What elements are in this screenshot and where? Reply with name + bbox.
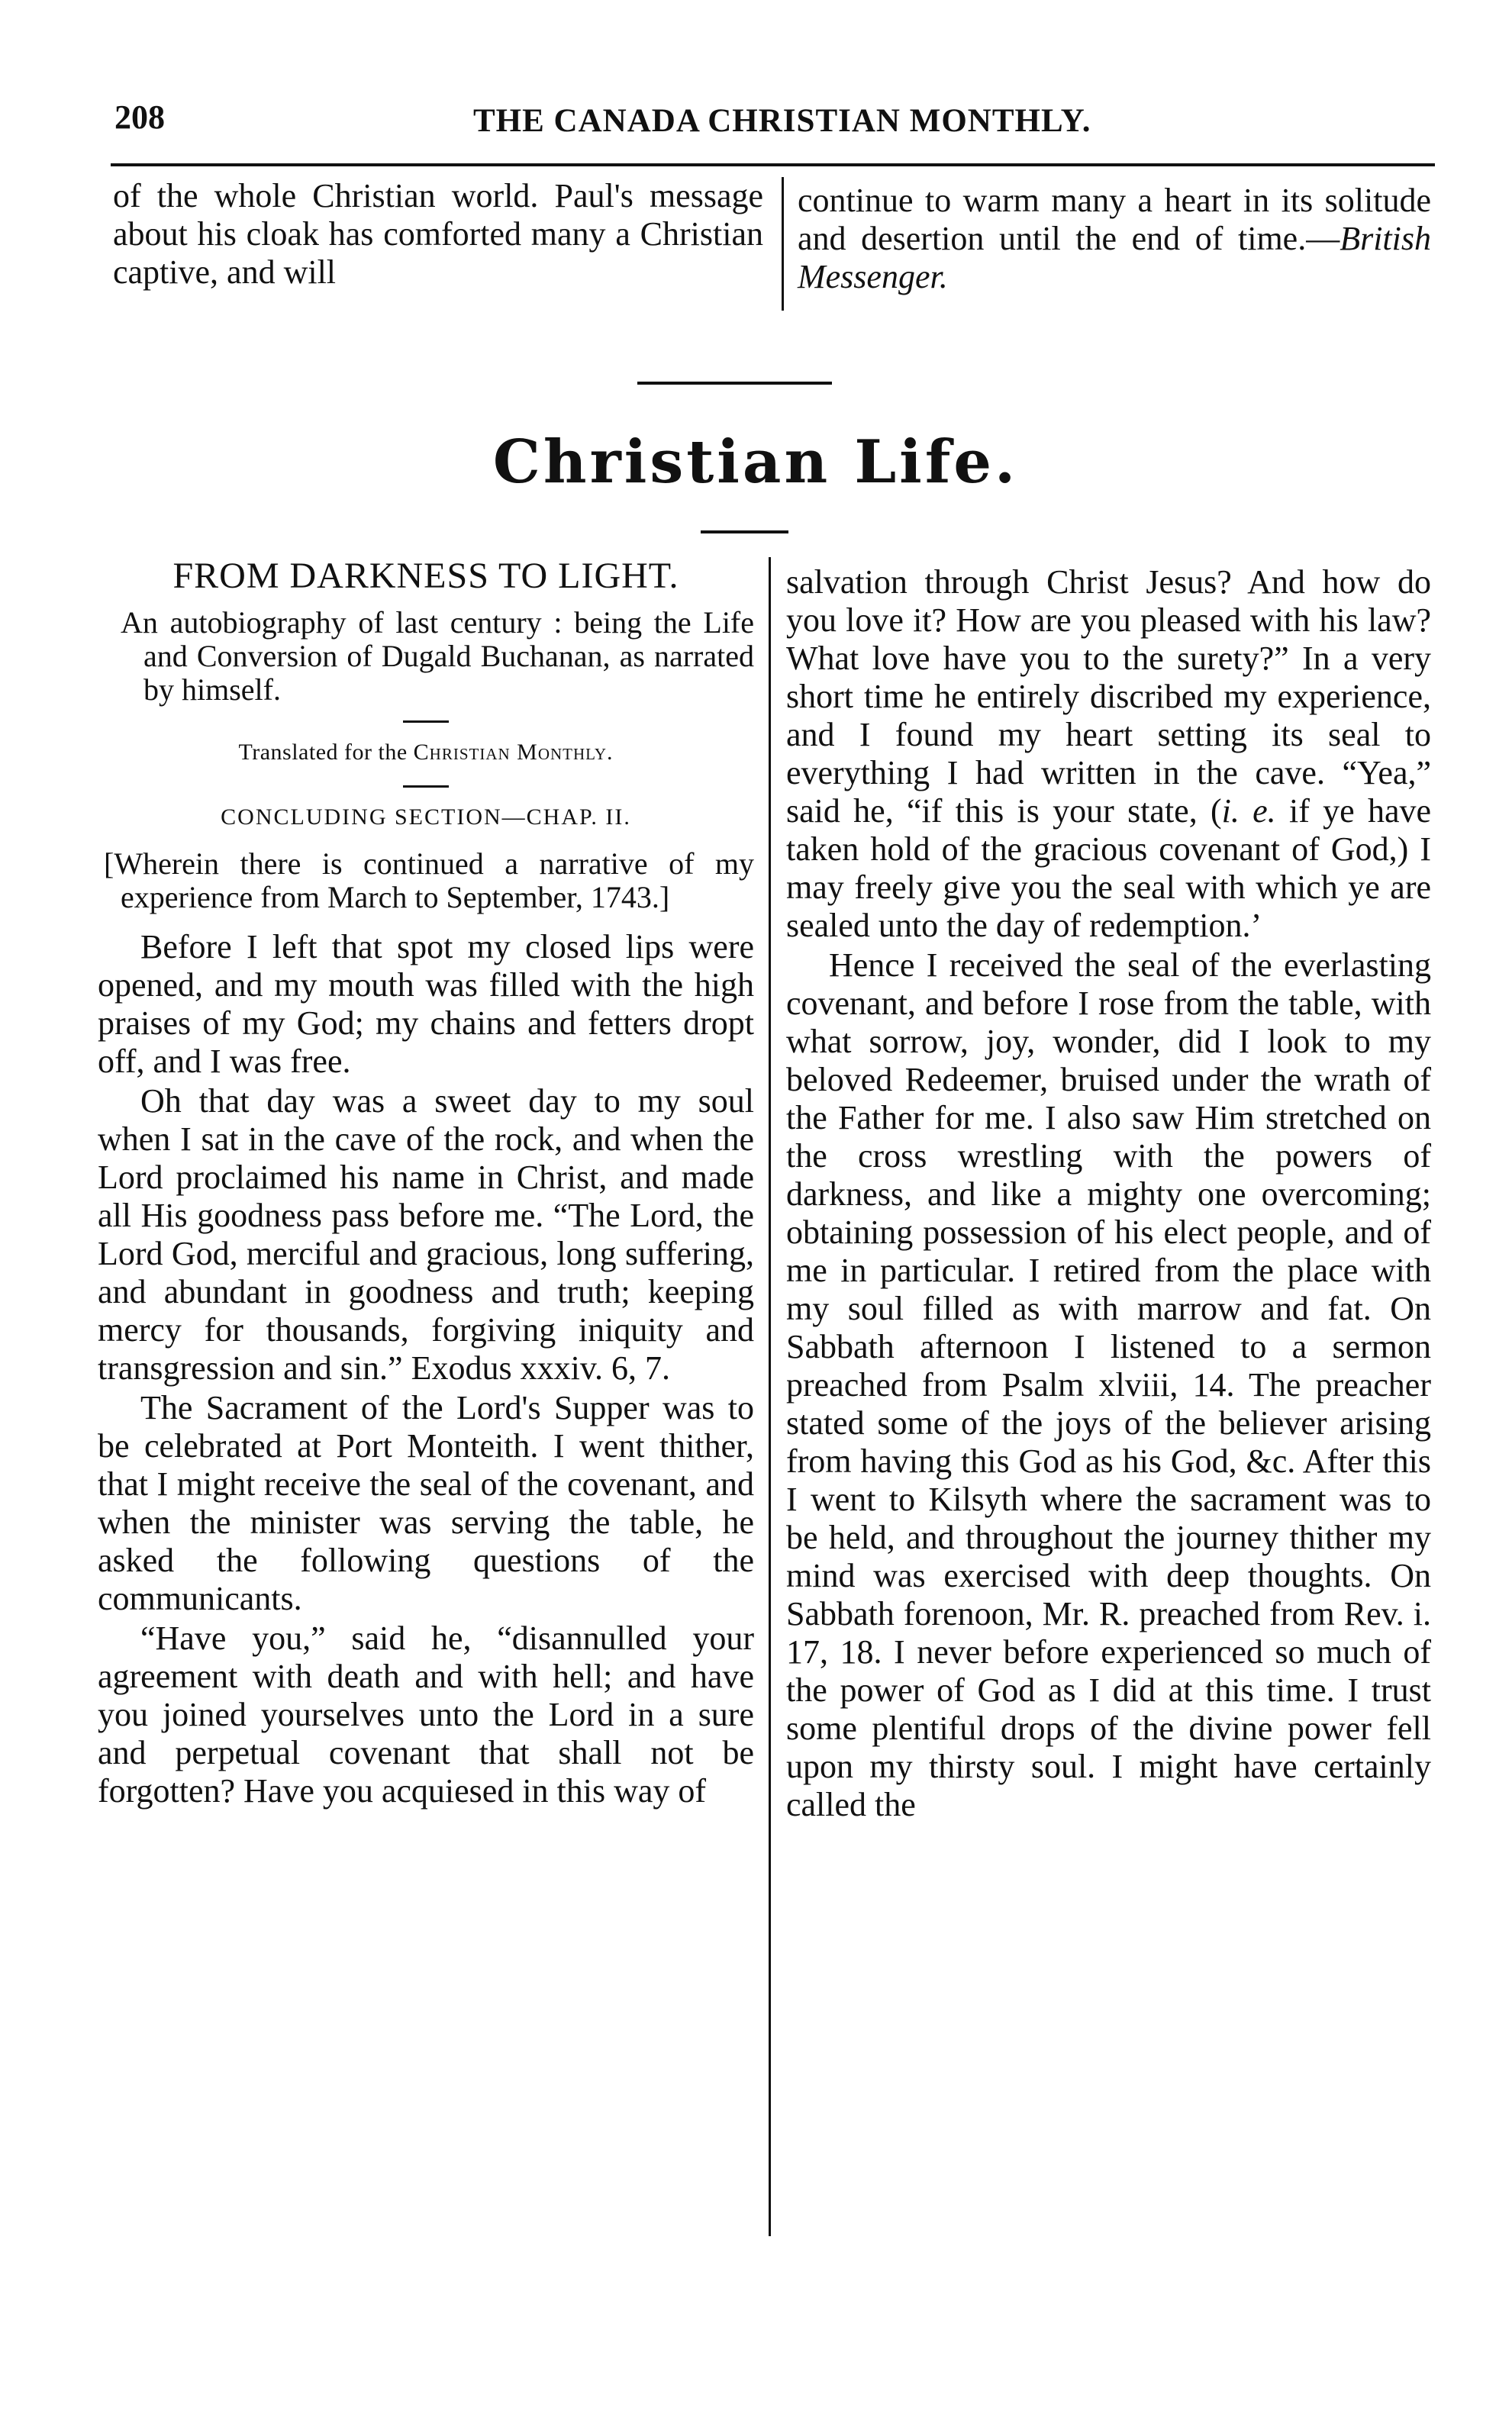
section-separator-rule	[637, 382, 832, 385]
paragraph-left-2: Oh that day was a sweet day to my soul when I sat in the cave of the rock, and when the Lord proclaimed his name in Christ, and made all His goodness pass before me. “The Lord, the Lord God, merciful and gracious, long suffering, and abundant in goodness and truth; keeping mercy for thousands, forgiving iniquity and transgression and sin.” Exodus xxxiv. 6, 7.	[98, 1082, 754, 1387]
page-number: 208	[114, 98, 165, 136]
running-head	[92, 98, 1435, 151]
paragraph-right-1-part2: if ye have taken hold of the gracious covenant of God,) I may freely give you the seal with which ye are sealed unto the day of redemption.’	[786, 792, 1431, 944]
section-heading: Christian Life.	[492, 427, 1019, 497]
article-right-column	[786, 563, 1431, 1826]
header-rule	[111, 163, 1435, 166]
translation-credit	[98, 733, 754, 772]
paragraph-right-1-ie: i. e.	[1221, 792, 1276, 830]
top-left-column	[113, 177, 763, 292]
article-left-column	[98, 557, 754, 1812]
journal-title: THE CANADA CHRISTIAN MONTHLY.	[473, 103, 1091, 139]
top-right-source: British Messenger.	[798, 220, 1431, 295]
article-column-divider	[769, 557, 771, 2236]
paragraph-left-3: The Sacrament of the Lord's Supper was to be celebrated at Port Monteith. I went thither, that I might receive the seal of the covenant, and when the minister was serving the table, he asked the following questions of the communicants.	[98, 1389, 754, 1617]
article-subtitle: An autobiography of last century : being the Life and Conversion of Dugald Buchanan, as narrated by himself.	[121, 605, 754, 707]
top-right-paragraph	[798, 182, 1431, 296]
translation-journal: Christian Monthly.	[413, 740, 614, 765]
paragraph-right-1-part1: salvation through Christ Jesus? And how do you love it? How are you pleased with his law? What love have you to the surety?” In a very short time he entirely discribed my experience, and I found my heart setting its seal to everything I had written in the cave. “Yea,” said he, “if this is your state, (	[786, 563, 1431, 830]
top-right-text: continue to warm many a heart in its solitude and desertion until the end of time.—	[798, 182, 1431, 257]
paragraph-left-4: “Have you,” said he, “disannulled your agreement with death and with hell; and have you joined yourselves unto the Lord in a sure and perpetual covenant that shall not be forgotten? Have you acquiesed in this way of	[98, 1620, 754, 1810]
top-left-text: of the whole Christian world. Paul's message about his cloak has comforted many a Christian captive, and will	[113, 177, 763, 291]
top-right-column	[798, 182, 1431, 296]
chapter-heading: CONCLUDING SECTION—CHAP. II.	[221, 804, 631, 830]
subtitle-rule	[403, 720, 449, 723]
translation-rule	[403, 785, 449, 788]
top-column-divider	[782, 177, 784, 311]
paragraph-right-1	[786, 563, 1431, 945]
heading-underline-rule	[701, 530, 788, 533]
paragraph-right-2: Hence I received the seal of the everlasting covenant, and before I rose from the table, with what sorrow, joy, wonder, did I look to my beloved Redeemer, bruised under the wrath of the Father for me. I also saw Him stretched on the cross wrestling with the powers of darkness, and like a mighty one overcoming; obtaining possession of his elect people, and of me in particular. I retired from the place with my soul filled as with marrow and fat. On Sabbath afternoon I listened to a sermon preached from Psalm xlviii, 14. The preacher stated some of the joys of the believer arising from having this God as his God, &c. After this I went to Kilsyth where the sacrament was to be held, and throughout the journey thither my mind was exercised with deep thoughts. On Sabbath forenoon, Mr. R. preached from Rev. i. 17, 18. I never before experienced so much of the power of God as I did at this time. I trust some plentiful drops of the divine power fell upon my thirsty soul. I might have certainly called the	[786, 946, 1431, 1823]
chapter-summary-note: [Wherein there is continued a narrative of my experience from March to September, 1743.]	[104, 846, 754, 914]
translation-prefix: Translated for the	[238, 740, 414, 765]
paragraph-left-1: Before I left that spot my closed lips were opened, and my mouth was filled with the high praises of my God; my chains and fetters dropt off, and I was free.	[98, 928, 754, 1080]
article-title: FROM DARKNESS TO LIGHT.	[172, 556, 679, 596]
